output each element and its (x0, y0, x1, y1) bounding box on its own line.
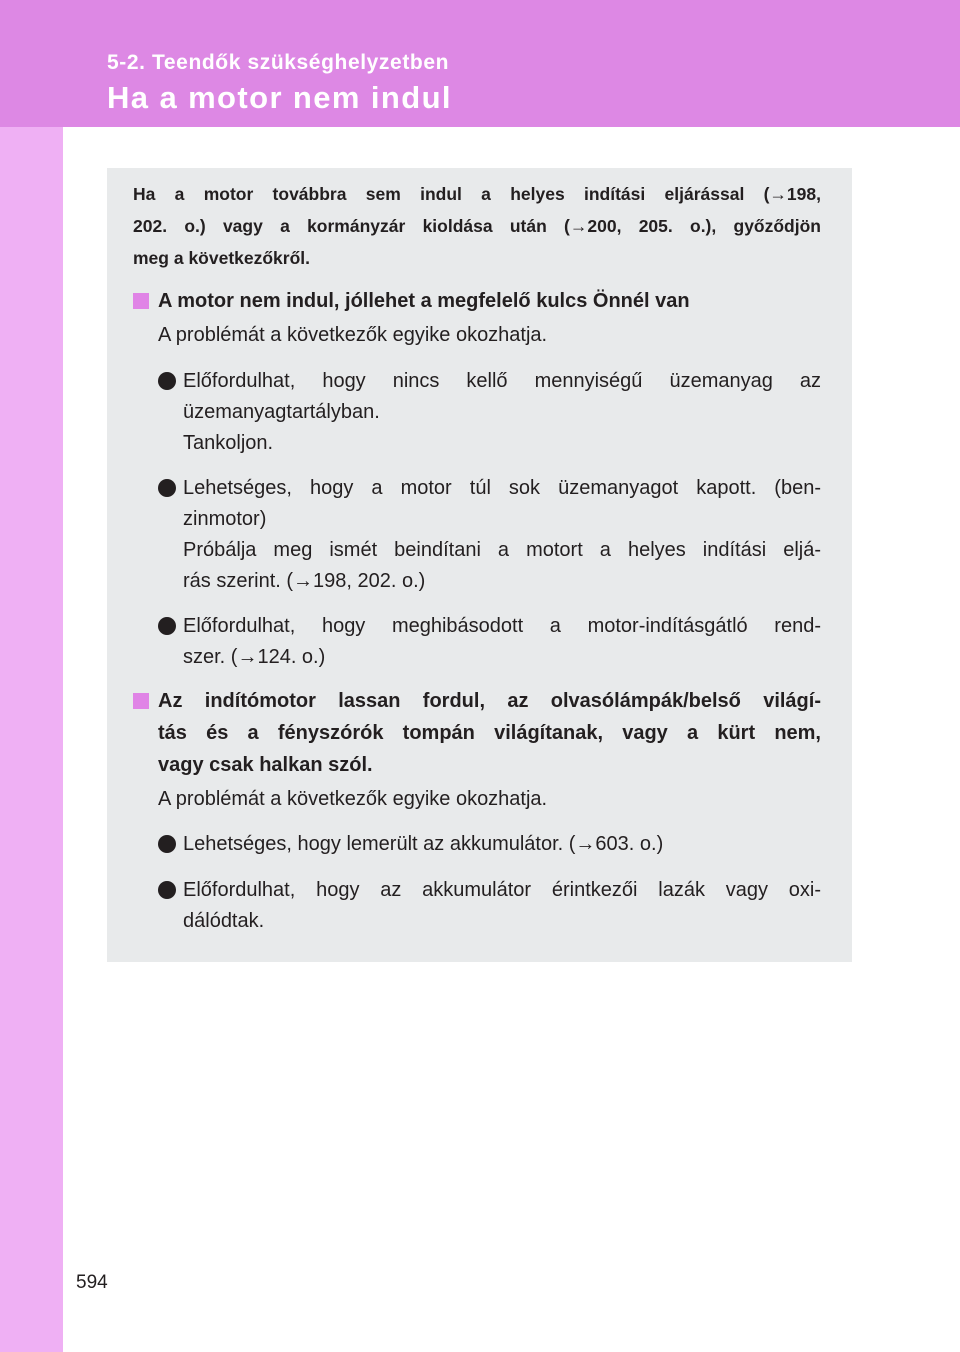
round-bullet-icon (158, 881, 176, 899)
section-heading (133, 285, 821, 317)
list-item (158, 829, 821, 860)
section-heading-line: tás és a fényszórók tompán világítanak, vagy a kürt nem, (158, 722, 821, 744)
square-bullet-icon (133, 693, 149, 709)
section-heading-line: vagy csak halkan szól. (158, 754, 373, 776)
round-bullet-icon (158, 835, 176, 853)
list-item (158, 366, 821, 459)
section-lead: A problémát a következők egyike okozhatja. (158, 788, 548, 810)
square-bullet-icon (133, 293, 149, 309)
intro-line: meg a következőkről. (133, 248, 311, 268)
section-heading (133, 685, 821, 781)
list-item-line: rás szerint. (→198, 202. o.) (183, 570, 426, 592)
list-item-line: Tankoljon. (183, 432, 274, 454)
list-item-line: Előfordulhat, hogy az akkumulátor érintkezői lazák vagy oxi- (183, 879, 821, 901)
list-item-line: dálódtak. (183, 910, 265, 932)
list-item-line: Előfordulhat, hogy nincs kellő mennyiségű üzemanyag az (183, 370, 821, 392)
section-lead: A problémát a következők egyike okozhatja. (158, 324, 548, 346)
page-number: 594 (76, 1272, 108, 1293)
list-item-line: szer. (→124. o.) (183, 646, 326, 668)
round-bullet-icon (158, 372, 176, 390)
list-item (158, 875, 821, 937)
intro-paragraph (133, 178, 821, 274)
list-item-line: üzemanyagtartályban. (183, 401, 380, 423)
side-strip (0, 0, 63, 1352)
intro-line: Ha a motor továbbra sem indul a helyes indítási eljárással (→198, (133, 184, 821, 204)
intro-line: 202. o.) vagy a kormányzár kioldása után (→200, 205. o.), győződjön (133, 216, 821, 236)
list-item-line: zinmotor) (183, 508, 267, 530)
list-item (158, 473, 821, 597)
list-item-line: Próbálja meg ismét beindítani a motort a helyes indítási eljá- (183, 539, 821, 561)
list-item-line: Lehetséges, hogy a motor túl sok üzemanyagot kapott. (ben- (183, 477, 821, 499)
section-heading-line: Az indítómotor lassan fordul, az olvasólámpák/belső világí- (158, 690, 821, 712)
list-item-line: Előfordulhat, hogy meghibásodott a motor-indításgátló rend- (183, 615, 821, 637)
list-item-line: Lehetséges, hogy lemerült az akkumulátor. (→603. o.) (183, 833, 664, 855)
round-bullet-icon (158, 479, 176, 497)
page-title: Ha a motor nem indul (107, 80, 452, 115)
section-label: 5-2. Teendők szükséghelyzetben (107, 51, 450, 74)
section-heading-line: A motor nem indul, jóllehet a megfelelő kulcs Önnél van (158, 290, 690, 312)
round-bullet-icon (158, 617, 176, 635)
list-item (158, 611, 821, 673)
